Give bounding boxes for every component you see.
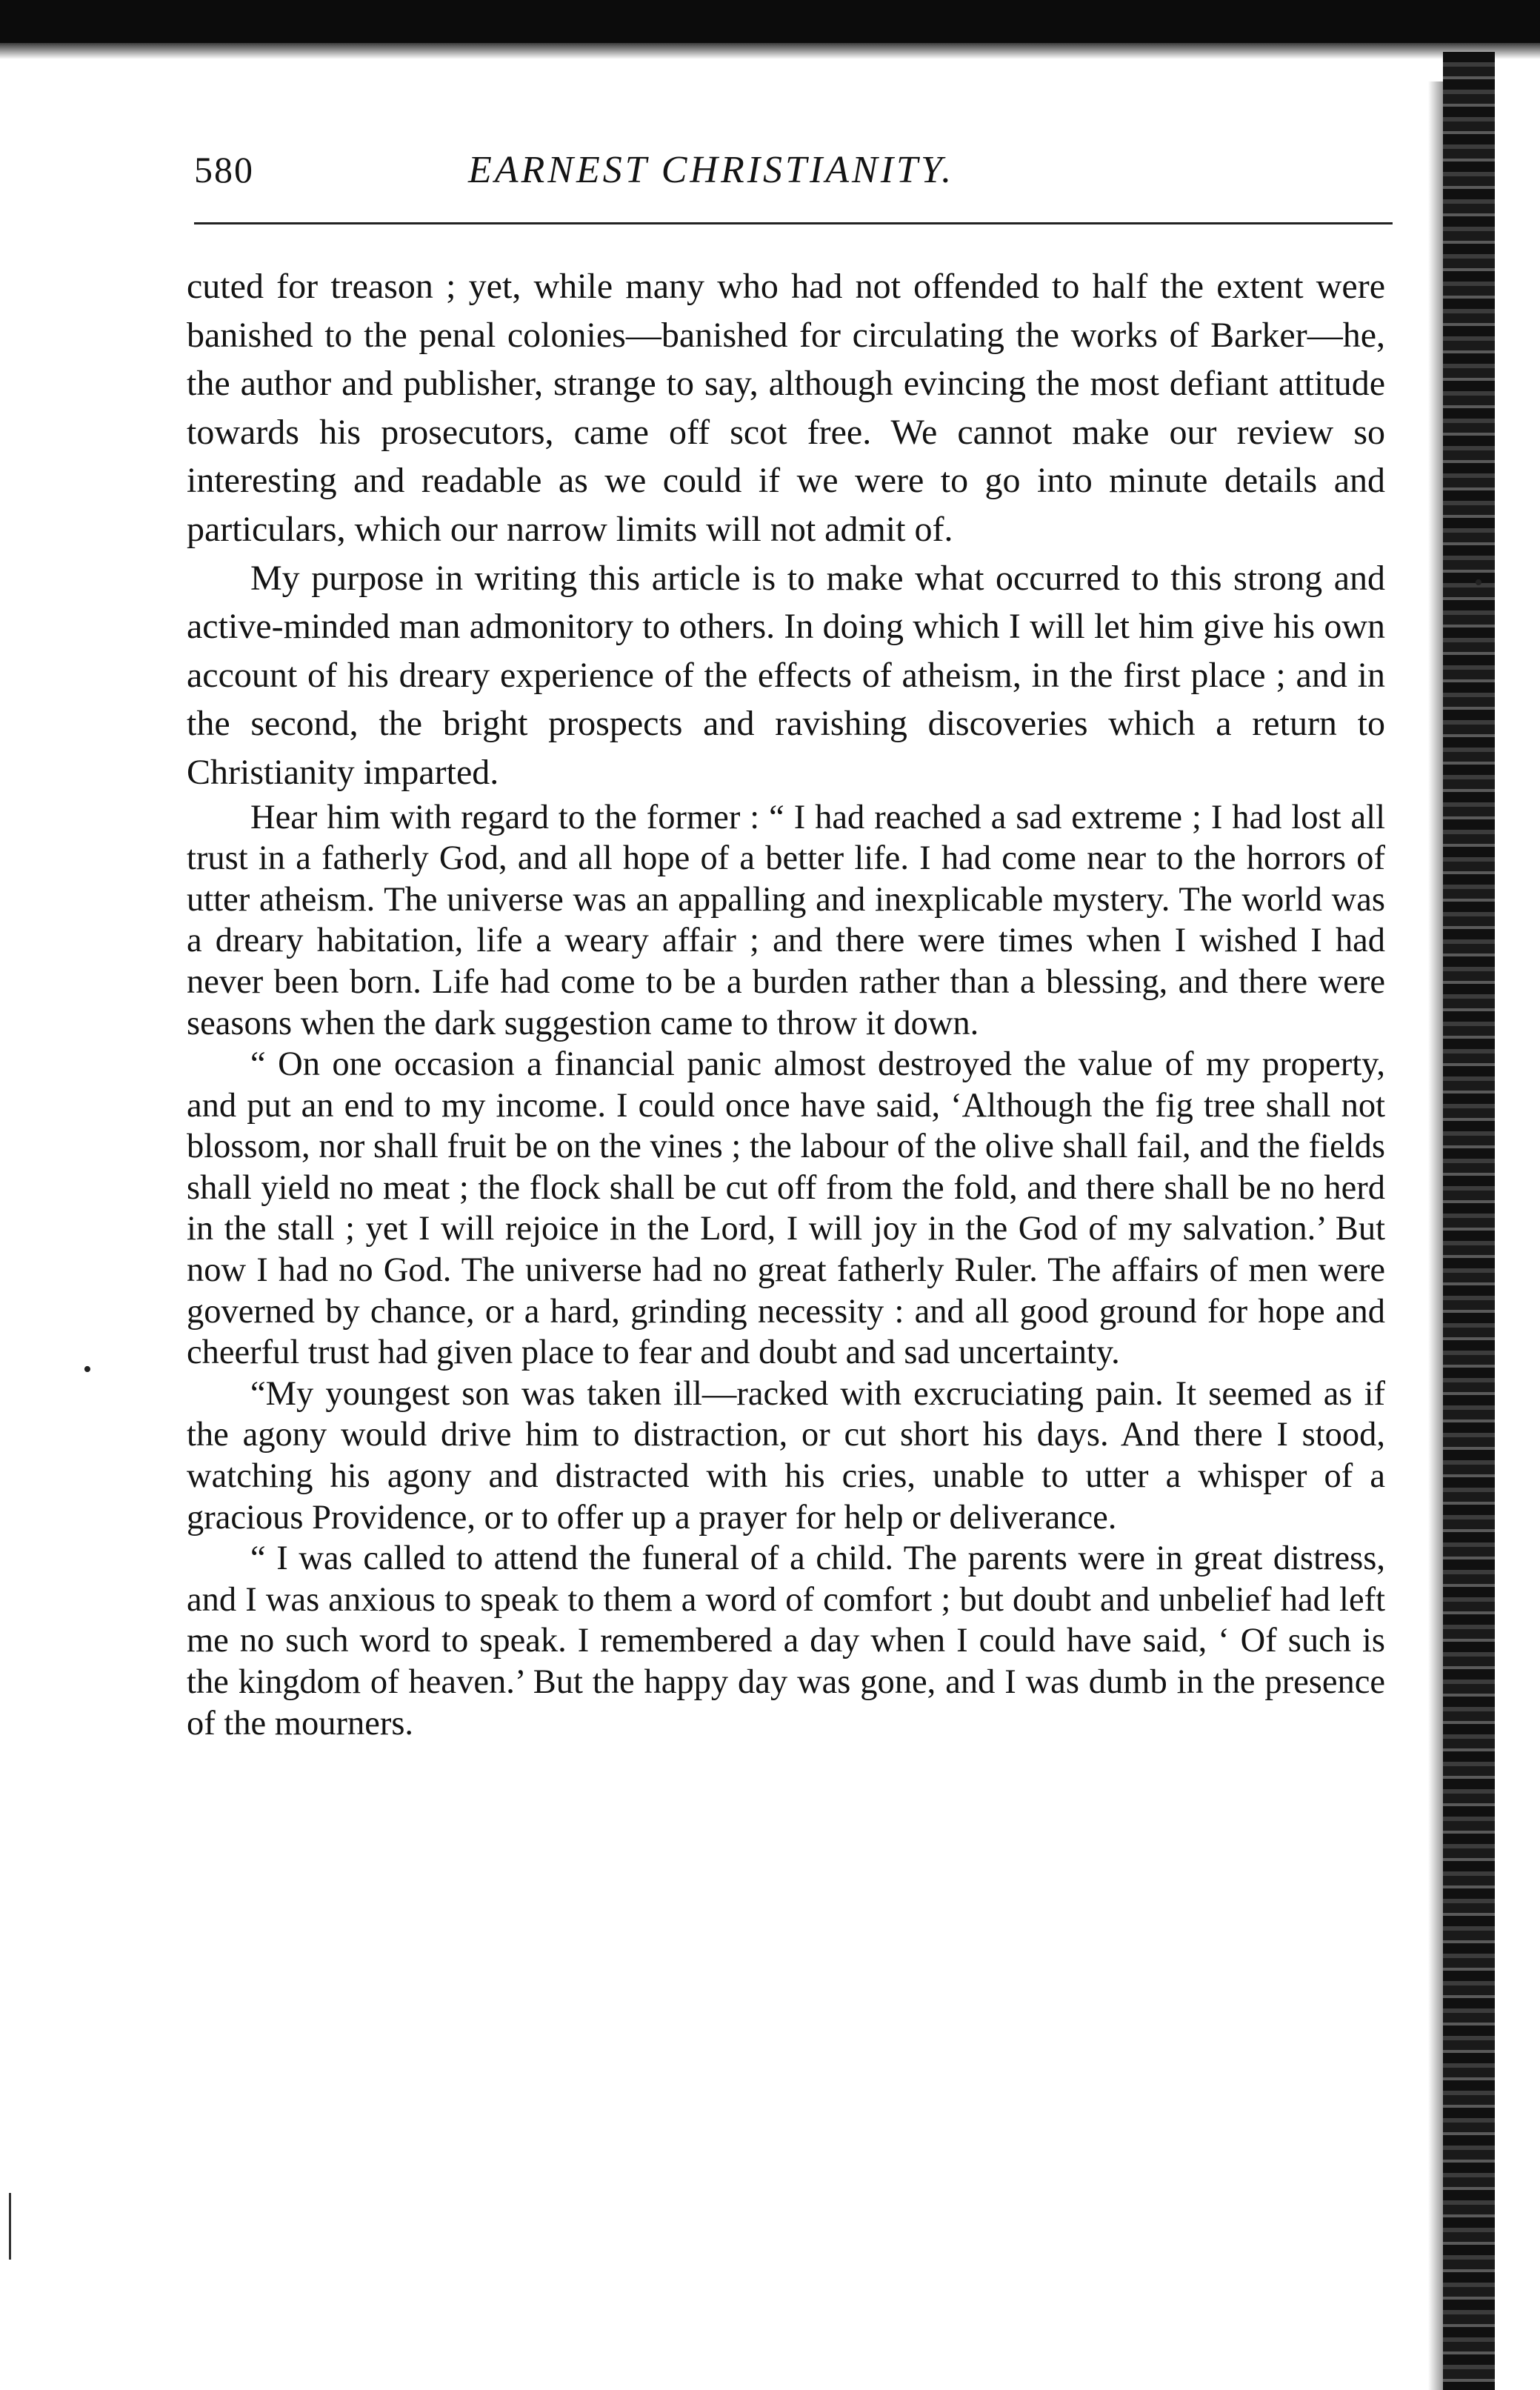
margin-dot-mark: • [1474,569,1483,596]
margin-dot-mark: • [83,1356,92,1383]
page-number: 580 [194,149,254,190]
article-text [187,262,1385,1744]
page-top-shadow-fade [0,43,1540,59]
paragraph: “My youngest son was taken ill—racked with excruciating pain. It seemed as if the agony would drive him to distraction, or cut short his days. And there I stood, watching his agony and distracted with his cries, unable to utter a whisper of a gracious Providence, or to offer up a prayer for help or deliverance. [187,1374,1385,1537]
paragraph: Hear him with regard to the former : “ I had reached a sad extreme ; I had lost all trust in a fatherly God, and all hope of a better life. I had come near to the horrors of utter atheism. The universe was an appalling and inexplicable mystery. The world was a dreary habitation, life a weary affair ; and there were times when I wished I had never been born. Life had come to be a burden rather than a blessing, and there were seasons when the dark suggestion came to throw it down. [187,798,1385,1042]
paragraph: “ I was called to attend the funeral of a child. The parents were in great distress, and I was anxious to speak to them a word of comfort ; but doubt and unbelief had left me no such word to speak. I remembered a day when I could have said, ‘ Of such is the kingdom of heaven.’ But the happy day was gone, and I was dumb in the presence of the mourners. [187,1539,1385,1742]
paragraph: cuted for treason ; yet, while many who had not offended to half the extent were banished to the penal colonies—banished for circulating the works of Barker—he, the author and publisher, strange to say, although evincing the most defiant attitude towards his prosecutors, came off scot free. We cannot make our review so interesting and readable as we could if we were to go into minute details and particulars, which our narrow limits will not admit of. [187,267,1385,549]
page-binding-edge [1443,52,1495,2390]
paragraph: “ On one occasion a financial panic almost destroyed the value of my property, and put an end to my income. I could once have said, ‘Although the fig tree shall not blossom, nor shall fruit be on the vines ; the labour of the olive shall fail, and the fields shall yield no meat ; the flock shall be cut off from the fold, and there shall be no herd in the stall ; yet I will rejoice in the Lord, I will joy in the God of my salvation.’ But now I had no God. The universe had no great fatherly Ruler. The affairs of men were governed by chance, or a hard, grinding necessity : and all good ground for hope and cheerful trust had given place to fear and doubt and sad uncertainty. [187,1045,1385,1372]
margin-mark [9,2193,11,2260]
paragraph: My purpose in writing this article is to make what occurred to this strong and active-minded man admonitory to others. In doing which I will let him give his own account of his dreary experience of the effects of atheism, in the first place ; and in the second, the bright prospects and ravishing discoveries which a return to Christianity imparted. [187,558,1385,792]
page-gutter-shade [1428,81,1443,2390]
page-top-shadow [0,0,1540,43]
page-header [194,148,1394,200]
header-rule [194,222,1393,224]
running-head: EARNEST CHRISTIANITY. [468,149,955,191]
